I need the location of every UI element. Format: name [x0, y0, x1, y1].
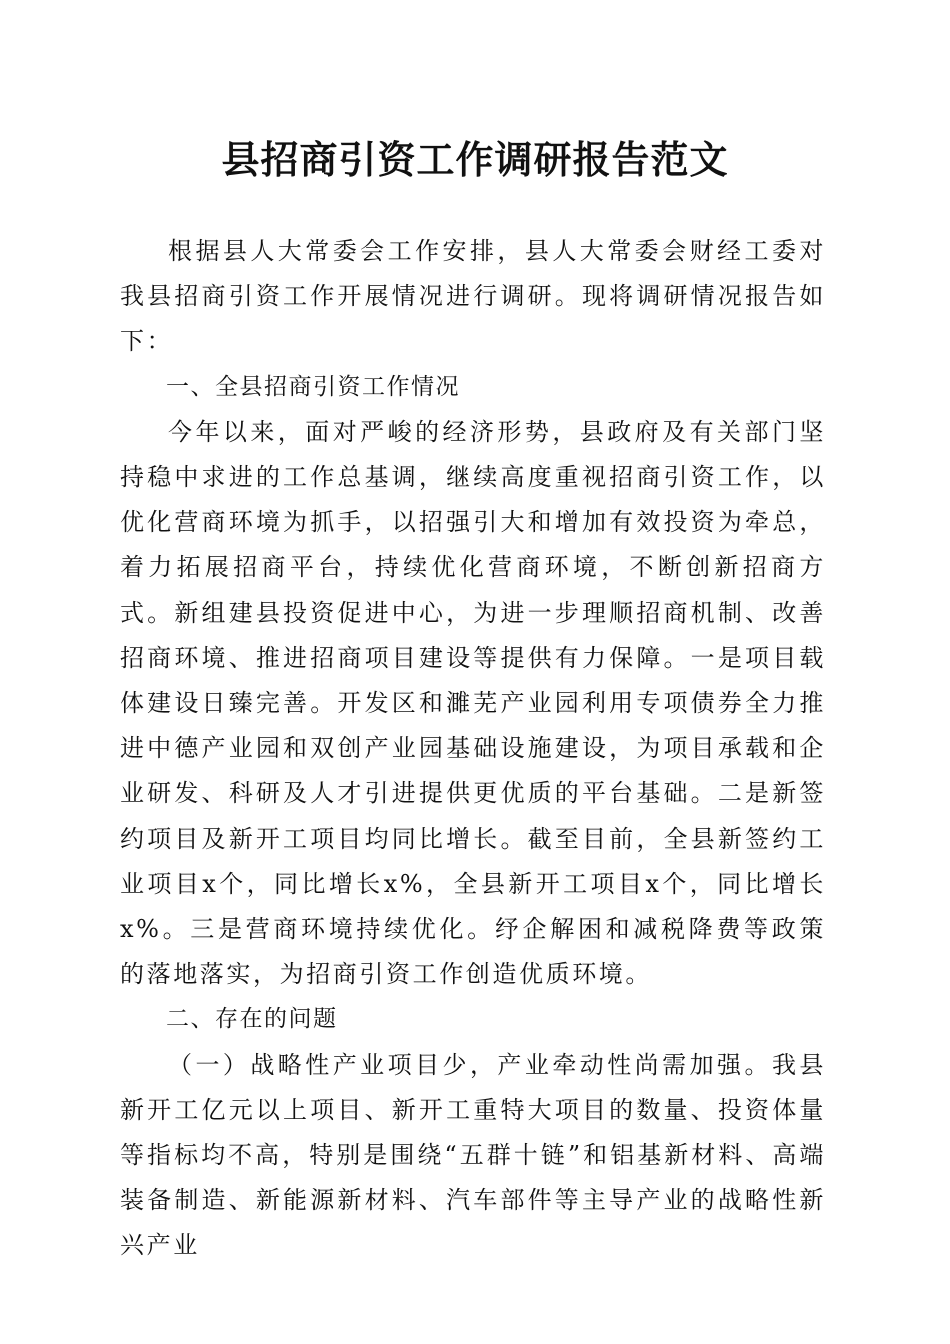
document-body: [120, 229, 826, 1269]
document-title: 县招商引资工作调研报告范文: [221, 137, 729, 182]
section-heading-1: 一、全县招商引资工作情况: [166, 373, 460, 400]
section-paragraph-2: （一）战略性产业项目少，产业牵动性尚需加强。我县新开工亿元以上项目、新开工重特大项目的数量、投资体量等指标均不高，特别是围绕“五群十链”和铝基新材料、高端装备制造、新能源新材料、汽车部件等主导产业的战略性新兴产业: [120, 1050, 826, 1260]
section-paragraph-1: 今年以来，面对严峻的经济形势，县政府及有关部门坚持稳中求进的工作总基调，继续高度重视招商引资工作，以优化营商环境为抓手，以招强引大和增加有效投资为牵总，着力拓展招商平台，持续优化营商环境，不断创新招商方式。新组建县投资促进中心，为进一步理顺招商机制、改善招商环境、推进招商项目建设等提供有力保障。一是项目载体建设日臻完善。开发区和濉芜产业园利用专项债券全力推进中德产业园和双创产业园基础设施建设，为项目承载和企业研发、科研及人才引进提供更优质的平台基础。二是新签约项目及新开工项目均同比增长。截至目前，全县新签约工业项目x个，同比增长x%，全县新开工项目x个，同比增长x%。三是营商环境持续优化。纾企解困和减税降费等政策的落地落实，为招商引资工作创造优质环境。: [120, 417, 826, 989]
intro-paragraph: 根据县人大常委会工作安排，县人大常委会财经工委对我县招商引资工作开展情况进行调研。现将调研情况报告如下：: [120, 237, 826, 356]
section-heading-2: 二、存在的问题: [166, 1006, 338, 1033]
